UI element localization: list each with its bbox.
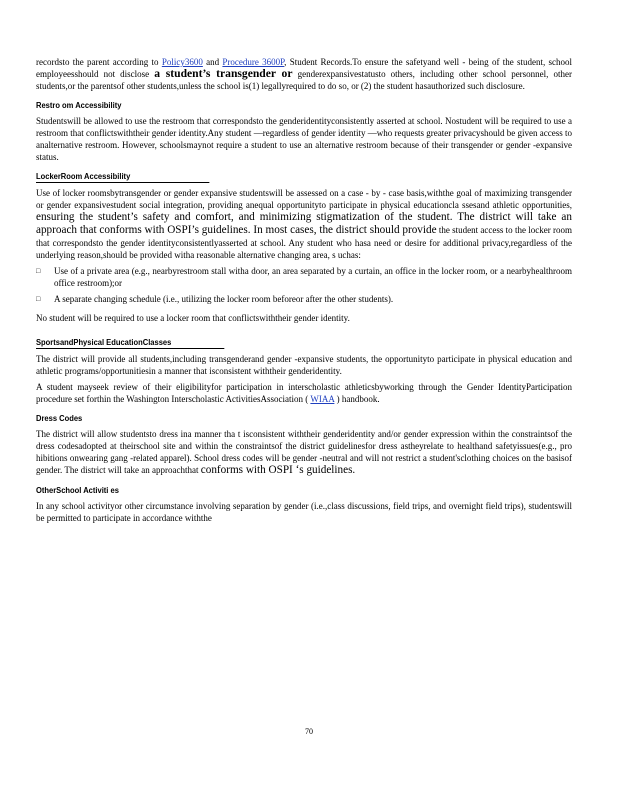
- policy-3600-link[interactable]: Policy3600: [161, 57, 203, 67]
- locker-bullet-1: [36, 265, 572, 289]
- intro-and: and: [206, 57, 220, 67]
- sports-paragraph-1: The district will provide all students,including transgenderand gender -expansive students, the opportunityto participate in physical education and athletic programs/opportunitiesin a manner that isconsistent withtheir genderidentity.: [36, 353, 572, 376]
- locker-bullet-2: [36, 293, 572, 305]
- intro-text-b: , Student Records.To ensure the safetyand well - being of the student, school employeesshould not disclose: [36, 57, 573, 79]
- checkbox-bullet-icon: □: [36, 294, 41, 303]
- restroom-paragraph: Studentswill be allowed to use the restroom that correspondsto the genderidentityconsistently asserted at school. Nostudent will be required to use a restroom that conflictswiththeir gender identity.Any student —regardless of gender identity —who requests greater privacyshould be given access to analternative restroom. However, schoolsmaynot require a student to use an alternative restroom because of their transgender or gender -expansive status.: [36, 116, 572, 162]
- bullet-text: Use of a private area (e.g., nearbyrestroom stall witha door, an area separated by a curtain, an office in the locker room, or a nearbyhealthroom office restroom);or: [54, 265, 572, 288]
- locker-room-heading: LockerRoom Accessibility: [36, 170, 209, 183]
- dress-text: The district will allow studentsto dress ina manner tha t isconsistent withtheir genderidentity and/or gender expression within the constraintsof the dress codesadopted at theirschool site and within the constraintsof the district guidelinesfor dress astheyrelate to healthand safetyissues(e.g., pro hibitions onwearing gang -related apparel). School dress codes will be gender -neutral and will not restrict a student'sclothing choices on the basisof gender. The district will take an approachthat: [36, 428, 572, 475]
- other-activities-paragraph: In any school activityor other circumstance involving separation by gender (i.e.,class discussions, field trips, and overnight field trips), studentswill be permitted to participate in accordance withthe: [36, 501, 572, 524]
- dress-emphasis: conforms with OSPI ‘s guidelines.: [200, 463, 356, 476]
- bullet-text: A separate changing schedule (i.e., utilizing the locker room beforeor after the other students).: [54, 293, 394, 304]
- document-page: [36, 56, 572, 524]
- sports-heading: SportsandPhysical EducationClasses: [36, 336, 224, 349]
- wiaa-link[interactable]: WIAA: [310, 393, 335, 404]
- locker-closing: No student will be required to use a locker room that conflictswiththeir gender identity.: [36, 312, 350, 323]
- locker-text-a: Use of locker roomsbytransgender or gender expansive studentswill be assessed on a case - by - case basis,withthe goal of maximizing transgender or gender expansivestudent social integration, providing anequal opportunityto participate in physical educationcla ssesand athletic opportunities,: [36, 188, 572, 210]
- procedure-3600p-link[interactable]: Procedure 3600P: [222, 57, 285, 67]
- intro-emphasis: a student’s transgender or: [154, 67, 293, 80]
- dress-codes-paragraph: [36, 428, 572, 477]
- locker-room-paragraph: [36, 187, 572, 261]
- restroom-heading: Restro om Accessibility: [36, 100, 122, 110]
- sports-text-b: ) handbook.: [336, 393, 380, 404]
- page-number: 70: [305, 727, 313, 736]
- sports-paragraph-2: [36, 381, 572, 405]
- other-activities-heading: OtherSchool Activiti es: [36, 485, 119, 496]
- sports-text-a: A student mayseek review of their eligibilityfor participation in interscholastic athleticsbyworking through the Gender IdentityParticipation procedure set forthin the Washington Interscholastic ActivitiesAssociation (: [36, 381, 572, 404]
- intro-paragraph: [36, 56, 572, 92]
- locker-text-b: the student access to the locker room that correspondsto the gender identityconsistentlyasserted at school. Any student who hasa need or desire for additional privacy,regardless of the underlying reason,should be provided witha reasonable alternative changing area, s uchas:: [36, 224, 572, 260]
- intro-text-rest: genderexpansivestatusto others, including other school personnel, other students,or the parentsof other students,unless the school is(1) legallyrequired to do so, or (2) the student hasauthorized such disclosure.: [36, 69, 572, 91]
- locker-emphasis: ensuring the student’s safety and comfort, and minimizing stigmatization of the student. The district will take an approach that conforms with OSPI’s guidelines. In most cases, the district should provide: [36, 211, 572, 236]
- checkbox-bullet-icon: □: [36, 266, 41, 275]
- intro-text-a: recordsto the parent according to: [36, 57, 159, 67]
- dress-codes-heading: Dress Codes: [36, 412, 83, 423]
